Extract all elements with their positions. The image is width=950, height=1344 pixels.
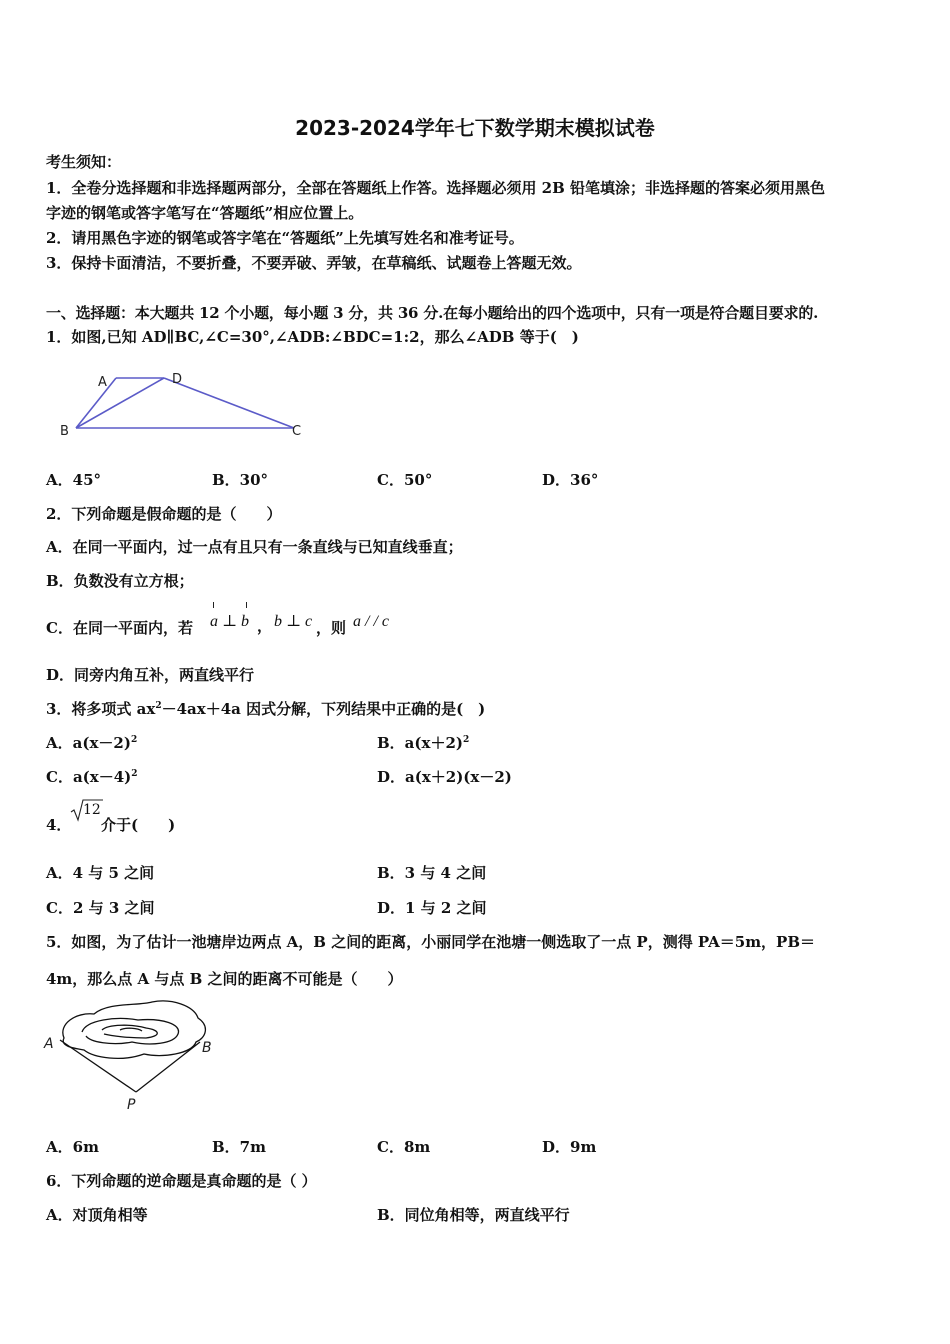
q1-option-a: A．45° [46,471,102,489]
notice-line-1b: 字迹的钢笔或答字笔写在“答题纸”相应位置上。 [46,204,364,222]
q2-math-b-perp-c: b ⊥ c [274,613,313,630]
q4-radicand: 12 [83,802,101,818]
q1-option-d: D．36° [542,471,599,489]
q2-option-b: B．负数没有立方根； [46,572,194,590]
q5-option-b: B．7m [212,1138,266,1156]
q5-label-p: P [127,1097,136,1113]
q3-option-c: C．$a(x-4)^2$ [46,768,138,786]
q3-stem: 3．将多项式 $ax^2-4ax+4a$ 因式分解，下列结果中正确的是( ) [46,700,486,718]
q4-option-c: C．2 与 3 之间 [46,899,155,917]
q2-option-a: A．在同一平面内，过一点有且只有一条直线与已知直线垂直； [46,538,463,556]
q3-option-d: D．a(x＋2)(x－2) [377,768,512,786]
q1-label-c: C [292,424,302,439]
q4-number: 4． [46,816,72,834]
q5-pond-figure [42,996,222,1116]
q3-option-b: B．$a(x+2)^2$ [377,734,470,752]
q4-stem: 介于( ) [101,816,176,834]
q6-option-a: A．对顶角相等 [46,1206,148,1224]
q4-option-b: B．3 与 4 之间 [377,864,487,882]
section-heading: 一、选择题：本大题共 12 个小题，每小题 3 分，共 36 分.在每小题给出的四个选项中，只有一项是符合题目要求的. [46,304,819,322]
q1-label-d: D [172,372,183,387]
q5-label-a: A [44,1036,54,1052]
q1-option-b: B．30° [212,471,269,489]
q4-option-a: A．4 与 5 之间 [46,864,155,882]
q2-vector-tick-a [213,602,214,608]
q5-stem-line-1: 5．如图，为了估计一池塘岸边两点 A，B 之间的距离，小丽同学在池塘一侧选取了一点 P，测得 PA＝5m，PB＝ [46,933,816,951]
notice-line-2: 2．请用黑色字迹的钢笔或答字笔在“答题纸”上先填写姓名和准考证号。 [46,229,524,247]
q1-trapezoid-figure [50,362,320,442]
q5-option-d: D．9m [542,1138,597,1156]
q3-option-a: A．$a(x-2)^2$ [46,734,138,752]
q5-option-c: C．8m [377,1138,431,1156]
q1-label-b: B [60,424,69,439]
q2-stem: 2．下列命题是假命题的是（ ） [46,505,282,523]
q5-option-a: A．6m [46,1138,99,1156]
q5-label-b: B [202,1040,212,1056]
q2-vector-tick-b [246,602,247,608]
q4-option-d: D．1 与 2 之间 [377,899,487,917]
q6-option-b: B．同位角相等，两直线平行 [377,1206,570,1224]
q2-option-c-prefix: C．在同一平面内，若 [46,619,193,637]
q5-stem-line-2: 4m，那么点 A 与点 B 之间的距离不可能是（ ） [46,970,403,988]
notice-heading: 考生须知： [46,153,122,171]
page-title: 2023-2024学年七下数学期末模拟试卷 [295,116,655,140]
q2-option-d: D．同旁内角互补，两直线平行 [46,666,255,684]
q1-label-a: A [98,375,107,390]
notice-line-1a: 1．全卷分选择题和非选择题两部分，全部在答题纸上作答。选择题必须用 2B 铅笔填涂；非选择题的答案必须用黑色 [46,179,826,197]
notice-line-3: 3．保持卡面清洁，不要折叠，不要弄破、弄皱，在草稿纸、试题卷上答题无效。 [46,254,582,272]
q1-option-c: C．50° [377,471,433,489]
q1-stem: 1．如图,已知 AD∥BC,∠C=30°,∠ADB:∠BDC=1:2，那么∠ADB 等于( ) [46,328,579,346]
q6-stem: 6．下列命题的逆命题是真命题的是（ ） [46,1172,317,1190]
q2-option-c-separator: ， [257,617,273,635]
q2-math-a-perp-b: a ⊥ b [210,613,250,630]
q2-math-a-parallel-c: a / / c [353,613,389,630]
q2-option-c-then: ，则 [316,619,347,637]
